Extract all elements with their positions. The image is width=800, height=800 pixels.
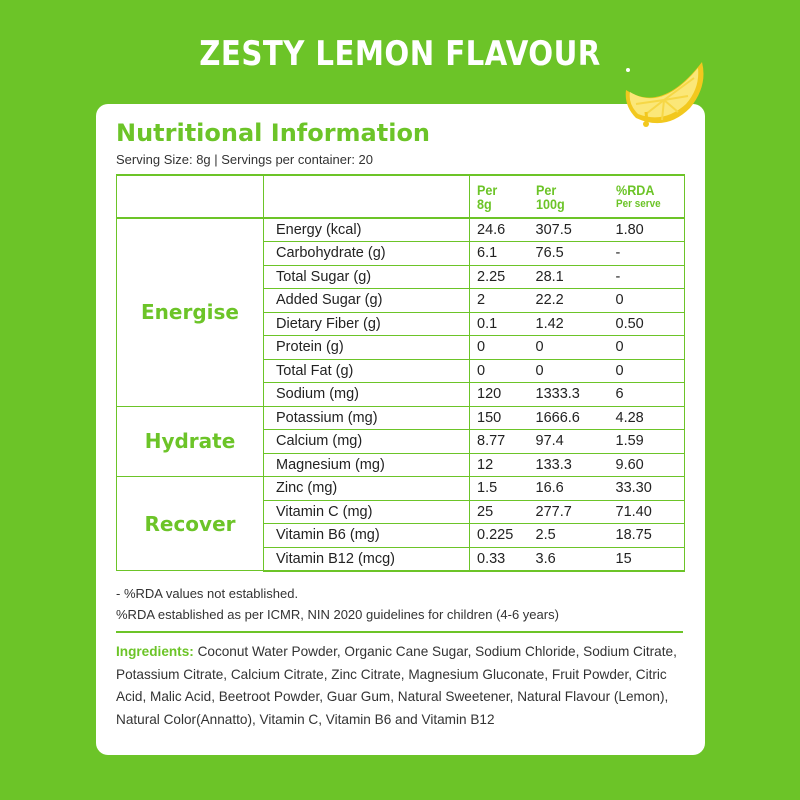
nutrient-name: Carbohydrate (g) (264, 242, 470, 266)
nutrition-card (96, 104, 705, 755)
value-rda: 15 (610, 547, 685, 571)
nutrient-name: Sodium (mg) (264, 383, 470, 407)
value-rda: 0 (610, 359, 685, 383)
table-row (117, 218, 685, 242)
value-rda: 0.50 (610, 312, 685, 336)
header-per-100g-line1: Per (535, 181, 556, 198)
nutrient-name: Dietary Fiber (g) (264, 312, 470, 336)
header-blank-group (117, 175, 264, 218)
value-per-8g: 0.1 (470, 312, 530, 336)
value-per-100g: 97.4 (530, 430, 610, 454)
nutrient-name: Vitamin B12 (mcg) (264, 547, 470, 571)
table-group-recover (117, 477, 685, 571)
value-rda: 0 (610, 289, 685, 313)
header-rda (610, 175, 685, 218)
table-header-row (117, 175, 685, 218)
nutrient-name: Potassium (mg) (264, 406, 470, 430)
value-per-8g: 1.5 (470, 477, 530, 501)
footnote-rda-source: %RDA established as per ICMR, NIN 2020 guidelines for children (4-6 years) (116, 607, 559, 622)
serving-info: Serving Size: 8g | Servings per container: 20 (116, 152, 374, 167)
header-rda-line2: Per serve (615, 197, 661, 210)
group-label: Energise (117, 218, 264, 406)
value-rda: 0 (610, 336, 685, 360)
header-per-100g-line2: 100g (535, 195, 565, 212)
lemon-slice-icon (616, 56, 708, 132)
table-row (117, 477, 685, 501)
nutrient-name: Total Sugar (g) (264, 265, 470, 289)
value-per-100g: 76.5 (530, 242, 610, 266)
value-per-100g: 1.42 (530, 312, 610, 336)
header-per-8g-line2: 8g (477, 195, 492, 212)
value-per-8g: 2.25 (470, 265, 530, 289)
value-rda: - (610, 265, 685, 289)
table-row (117, 406, 685, 430)
nutrient-name: Calcium (mg) (264, 430, 470, 454)
value-rda: 1.80 (610, 218, 685, 242)
nutrient-name: Added Sugar (g) (264, 289, 470, 313)
value-per-8g: 150 (470, 406, 530, 430)
nutrient-name: Vitamin B6 (mg) (264, 524, 470, 548)
value-per-100g: 133.3 (530, 453, 610, 477)
value-rda: 1.59 (610, 430, 685, 454)
value-per-100g: 0 (530, 359, 610, 383)
value-per-100g: 307.5 (530, 218, 610, 242)
value-rda: 6 (610, 383, 685, 407)
value-per-8g: 2 (470, 289, 530, 313)
value-per-100g: 1333.3 (530, 383, 610, 407)
table-group-energise (117, 218, 685, 406)
header-blank-nutrient (264, 175, 470, 218)
value-per-100g: 2.5 (530, 524, 610, 548)
header-rda-line1: %RDA (615, 181, 655, 198)
nutrient-name: Zinc (mg) (264, 477, 470, 501)
footnotes (116, 583, 696, 625)
value-per-100g: 1666.6 (530, 406, 610, 430)
value-per-8g: 24.6 (470, 218, 530, 242)
table-group-hydrate (117, 406, 685, 477)
value-rda: 9.60 (610, 453, 685, 477)
value-per-100g: 0 (530, 336, 610, 360)
value-per-8g: 120 (470, 383, 530, 407)
value-rda: 33.30 (610, 477, 685, 501)
group-label: Hydrate (117, 406, 264, 477)
group-label: Recover (117, 477, 264, 571)
nutrition-heading: Nutritional Information (116, 119, 431, 147)
value-per-100g: 277.7 (530, 500, 610, 524)
value-per-100g: 16.6 (530, 477, 610, 501)
value-per-8g: 0.225 (470, 524, 530, 548)
nutrient-name: Energy (kcal) (264, 218, 470, 242)
nutrient-name: Protein (g) (264, 336, 470, 360)
value-per-8g: 6.1 (470, 242, 530, 266)
value-rda: 71.40 (610, 500, 685, 524)
header-per-100g (530, 175, 610, 218)
nutrition-table (116, 174, 685, 572)
value-per-100g: 22.2 (530, 289, 610, 313)
value-per-100g: 28.1 (530, 265, 610, 289)
value-per-8g: 0 (470, 336, 530, 360)
value-rda: 4.28 (610, 406, 685, 430)
header-per-8g-line1: Per (477, 181, 498, 198)
ingredients-block (116, 641, 684, 731)
value-per-8g: 8.77 (470, 430, 530, 454)
divider (116, 631, 683, 633)
nutrient-name: Total Fat (g) (264, 359, 470, 383)
value-per-100g: 3.6 (530, 547, 610, 571)
header-per-8g (470, 175, 530, 218)
nutrient-name: Vitamin C (mg) (264, 500, 470, 524)
value-rda: 18.75 (610, 524, 685, 548)
ingredients-text: Coconut Water Powder, Organic Cane Sugar, Sodium Chloride, Sodium Citrate, Potassium Citrate, Calcium Citrate, Zinc Citrate, Magnesium Gluconate, Fruit Powder, Citric Acid, Malic Acid, Beetroot Powder, Guar Gum, Natural Sweetener, Natural Flavour (Lemon), Natural Color(Annatto), Vitamin C, Vitamin B6 and Vitamin B12 (116, 644, 677, 727)
ingredients-label: Ingredients: (116, 644, 194, 659)
value-rda: - (610, 242, 685, 266)
value-per-8g: 25 (470, 500, 530, 524)
footnote-not-established: - %RDA values not established. (116, 586, 299, 601)
value-per-8g: 12 (470, 453, 530, 477)
value-per-8g: 0 (470, 359, 530, 383)
value-per-8g: 0.33 (470, 547, 530, 571)
page-title: ZESTY LEMON FLAVOUR (199, 34, 601, 74)
nutrient-name: Magnesium (mg) (264, 453, 470, 477)
